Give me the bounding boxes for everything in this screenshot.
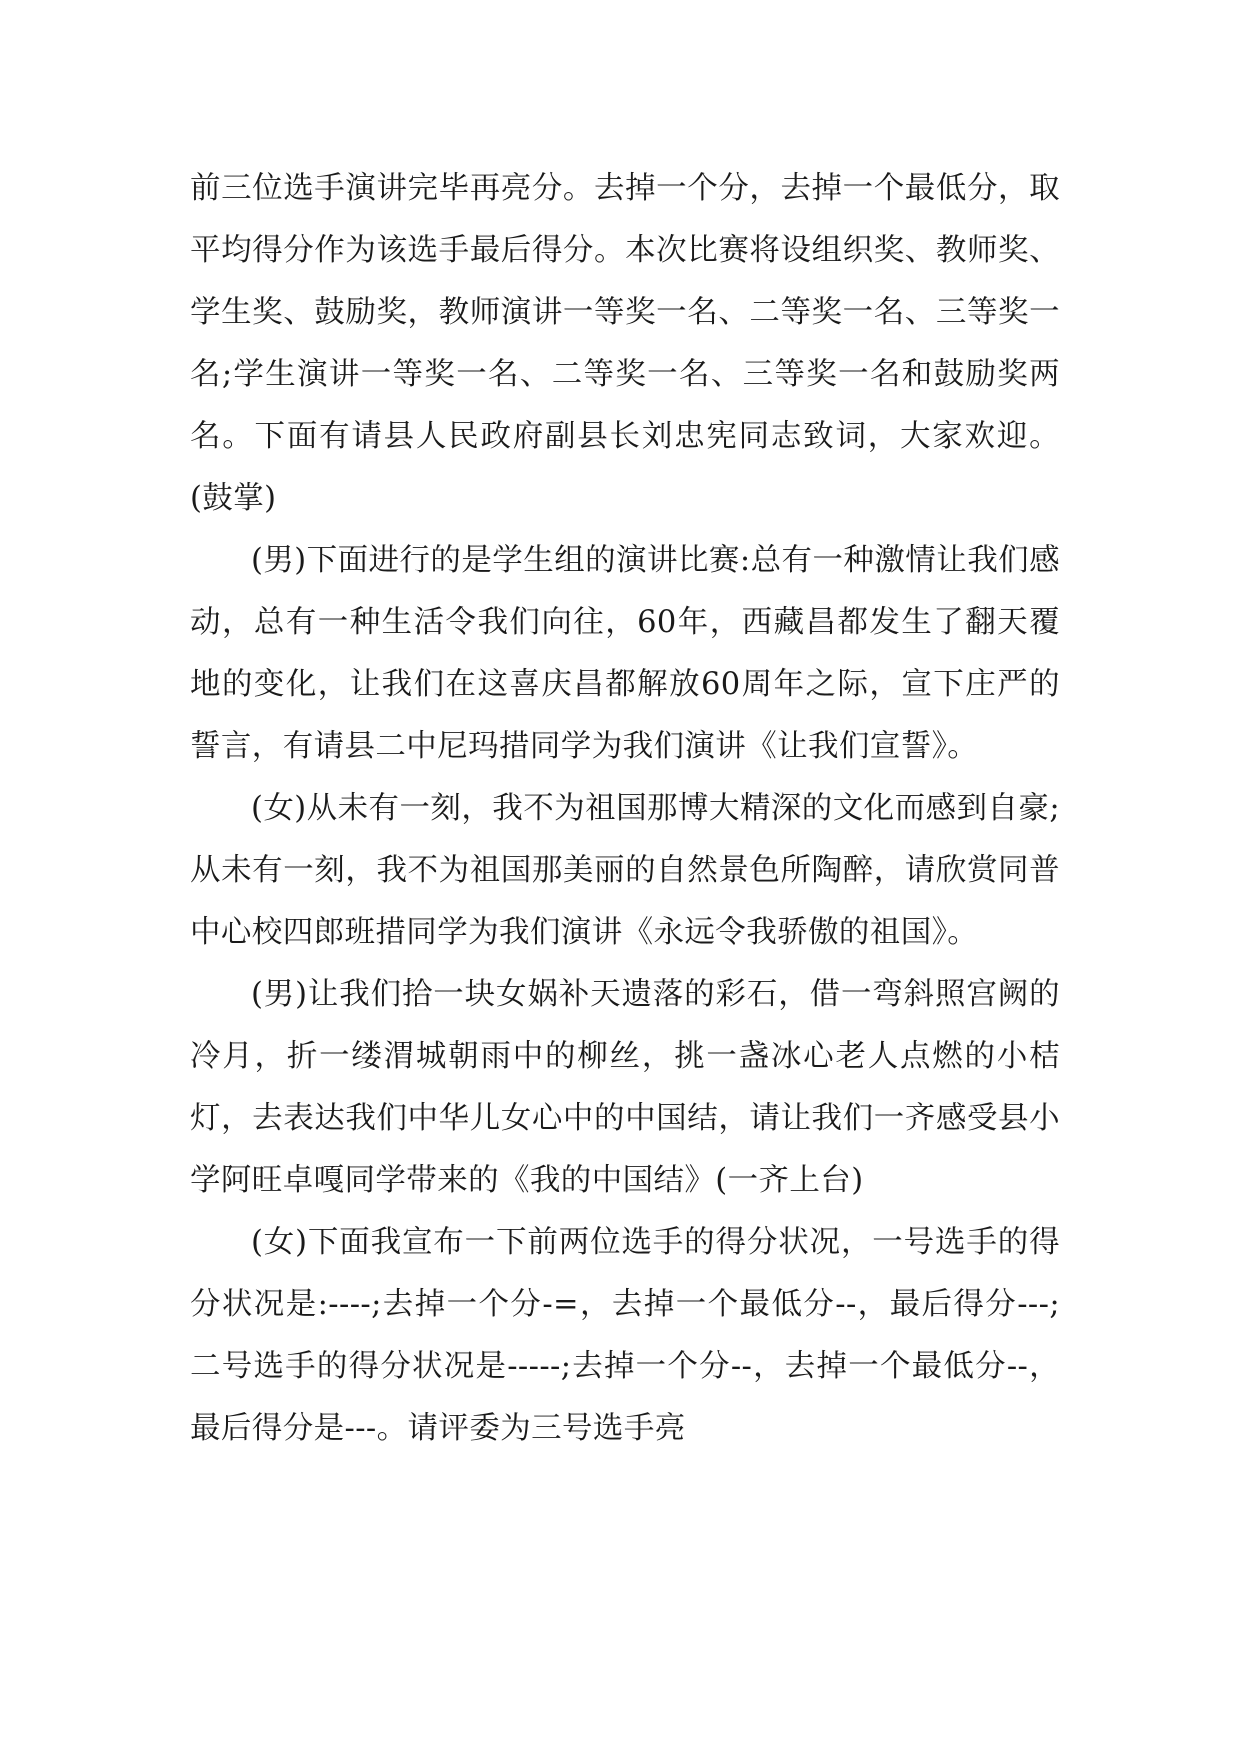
paragraph-5: (女)下面我宣布一下前两位选手的得分状况，一号选手的得分状况是:----;去掉一个分-=，去掉一个最低分--，最后得分---;二号选手的得分状况是-----;去掉一个分--，去掉一个最低分--，最后得分是---。请评委为三号选手亮 [190,1225,1060,1446]
document-body [190,158,1060,1460]
paragraph-4: (男)让我们拾一块女娲补天遗落的彩石，借一弯斜照宫阙的冷月，折一缕渭城朝雨中的柳丝，挑一盏冰心老人点燃的小桔灯，去表达我们中华儿女心中的中国结，请让我们一齐感受县小学阿旺卓嘎同学带来的《我的中国结》(一齐上台) [190,977,1060,1198]
paragraph-1: 前三位选手演讲完毕再亮分。去掉一个分，去掉一个最低分，取平均得分作为该选手最后得分。本次比赛将设组织奖、教师奖、学生奖、鼓励奖，教师演讲一等奖一名、二等奖一名、三等奖一名;学生演讲一等奖一名、二等奖一名、三等奖一名和鼓励奖两名。下面有请县人民政府副县长刘忠宪同志致词，大家欢迎。(鼓掌) [190,171,1060,516]
paragraph-3: (女)从未有一刻，我不为祖国那博大精深的文化而感到自豪;从未有一刻，我不为祖国那美丽的自然景色所陶醉，请欣赏同普中心校四郎班措同学为我们演讲《永远令我骄傲的祖国》。 [190,791,1060,950]
paragraph-2: (男)下面进行的是学生组的演讲比赛:总有一种激情让我们感动，总有一种生活令我们向往，60年，西藏昌都发生了翻天覆地的变化，让我们在这喜庆昌都解放60周年之际，宣下庄严的誓言，有请县二中尼玛措同学为我们演讲《让我们宣誓》。 [190,543,1060,764]
